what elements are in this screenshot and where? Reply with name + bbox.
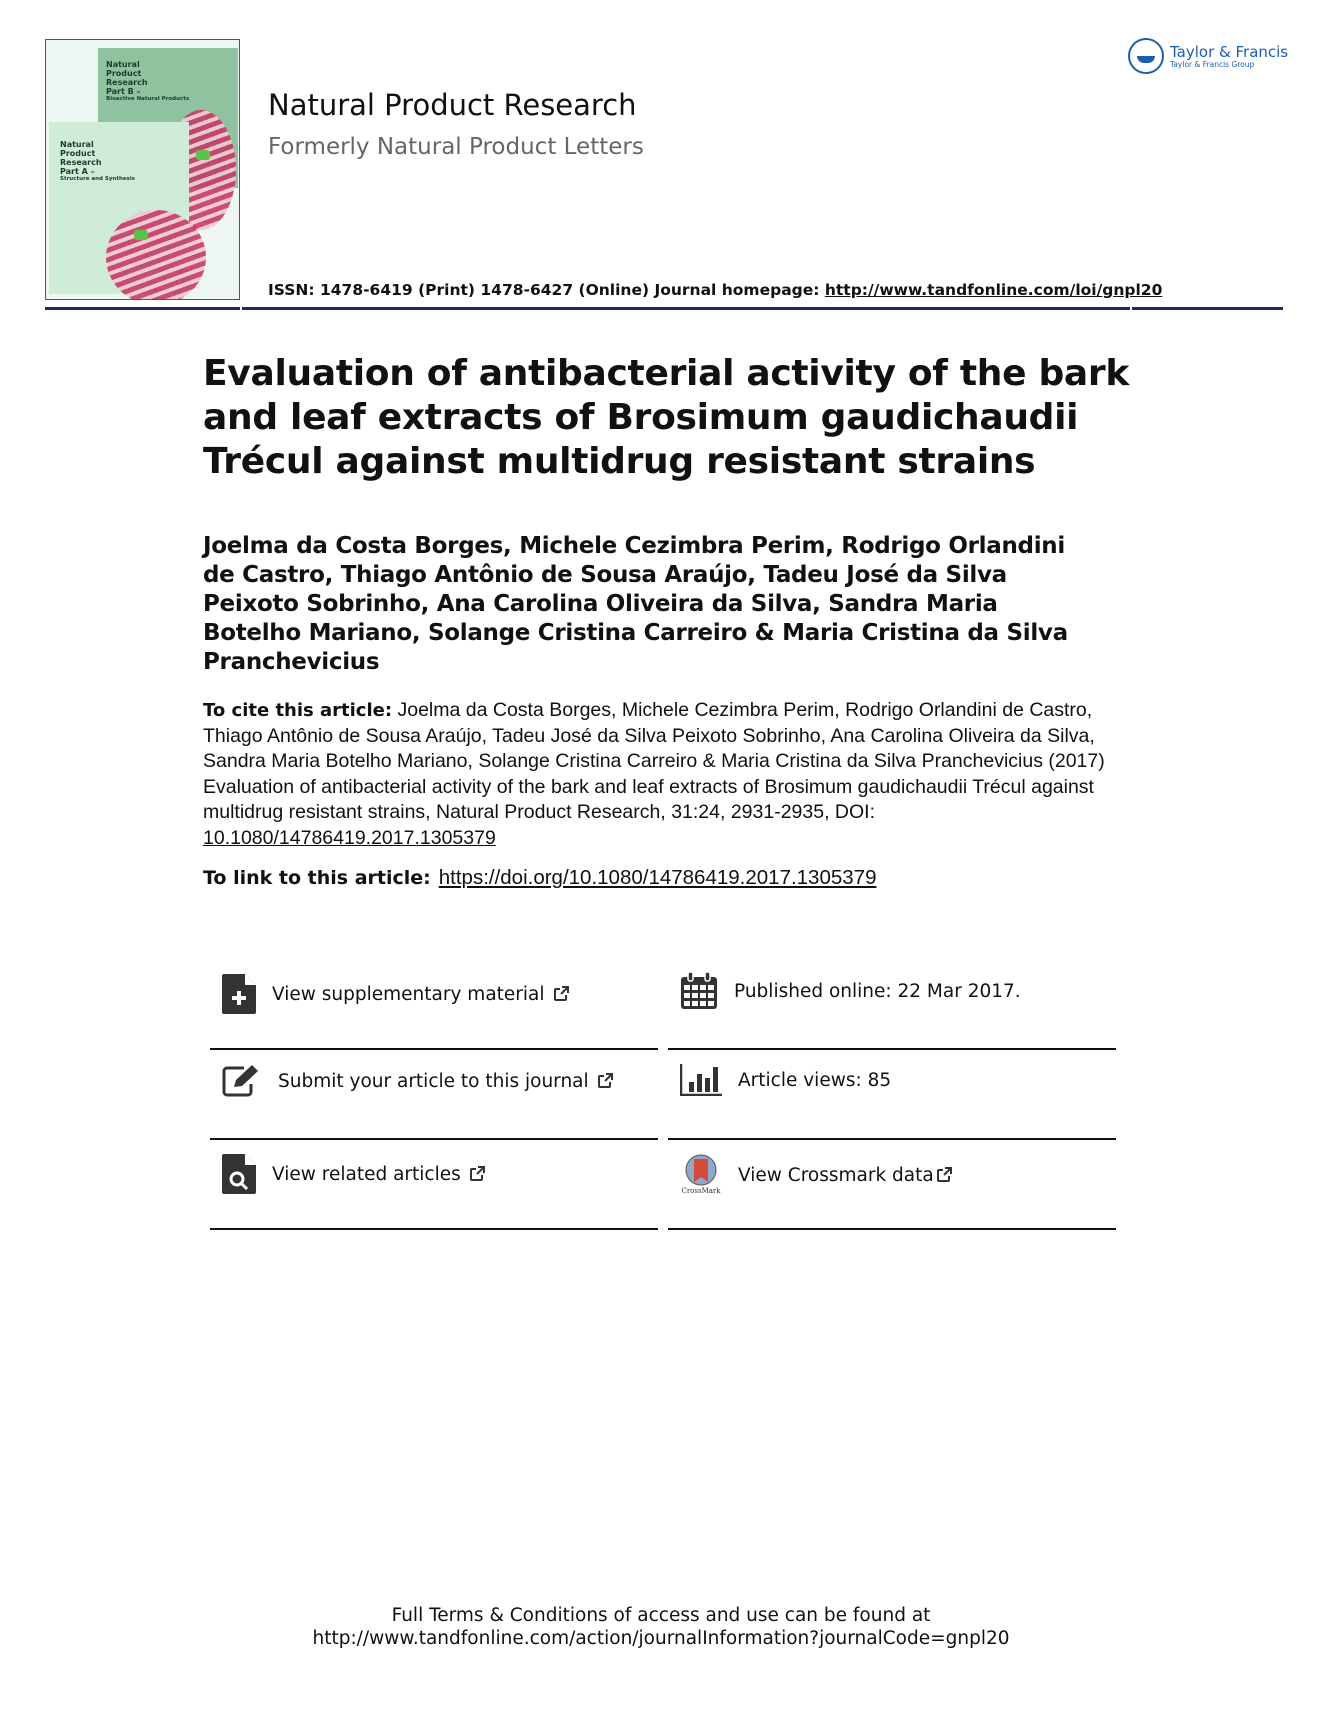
cover-back-title: Natural Product Research Part B – Bioactive Natural Products [106, 60, 190, 102]
terms-footer [0, 1604, 1322, 1650]
external-link-icon [469, 1166, 485, 1182]
header-rule [45, 307, 1283, 310]
external-link-icon [597, 1073, 613, 1089]
publisher-name: Taylor & Francis [1170, 42, 1289, 61]
external-link-icon [936, 1167, 952, 1183]
cover-front-title: Natural Product Research Part A – Structure and Synthesis [60, 140, 136, 182]
cover-protein-image-front [106, 210, 206, 300]
link-to-article [203, 866, 876, 890]
supplementary-material-cell[interactable] [210, 960, 658, 1050]
lamp-icon [1128, 38, 1164, 74]
doi-link[interactable]: 10.1080/14786419.2017.1305379 [203, 826, 496, 849]
cover-ligand-back [196, 150, 210, 160]
journal-cover-image [45, 39, 240, 300]
journal-subtitle: Formerly Natural Product Letters [268, 134, 644, 160]
crossmark-icon [680, 1154, 722, 1196]
crossmark-badge-text: CrossMark [681, 1187, 721, 1195]
issn-line [268, 281, 1162, 299]
journal-title: Natural Product Research [268, 88, 637, 122]
crossmark-cell[interactable] [668, 1140, 1116, 1230]
issn-text: ISSN: 1478-6419 (Print) 1478-6427 (Online) Journal homepage: [268, 281, 825, 299]
footer-line-1: Full Terms & Conditions of access and use can be found at [391, 1605, 931, 1626]
cite-label: To cite this article: [203, 700, 393, 721]
cite-text: Joelma da Costa Borges, Michele Cezimbra Perim, Rodrigo Orlandini de Castro, Thiago Antônio de Sousa Araújo, Tadeu José da Silva Peixoto Sobrinho, Ana Carolina Oliveira da Silva, Sandra Maria Botelho Mariano, Solange Cristina Carreiro & Maria Cristina da Silva Pranchevicius (2017) Evaluation of antibacterial activity of the bark and leaf extracts of Brosimum gaudichaudii Trécul against multidrug resistant strains, Natural Product Research, 31:24, 2931-2935, DOI: [203, 699, 1105, 823]
rule-gap [240, 307, 242, 310]
divider [210, 1228, 658, 1230]
article-doi-url[interactable]: https://doi.org/10.1080/14786419.2017.1305379 [438, 866, 877, 889]
calendar-icon [680, 972, 718, 1010]
publisher-group: Taylor & Francis Group [1170, 59, 1255, 69]
published-cell [668, 960, 1116, 1050]
cover-ligand-front [134, 230, 148, 240]
file-plus-icon [222, 974, 256, 1014]
article-views-cell [668, 1050, 1116, 1140]
submit-article-cell[interactable] [210, 1050, 658, 1140]
edit-pencil-icon [222, 1064, 262, 1098]
crossmark-label[interactable]: View Crossmark data [738, 1165, 952, 1186]
bar-chart-icon [680, 1064, 722, 1096]
citation-block [203, 698, 1143, 851]
supplementary-label[interactable]: View supplementary material [272, 984, 569, 1005]
related-articles-cell[interactable] [210, 1140, 658, 1230]
published-date: Published online: 22 Mar 2017. [734, 980, 1021, 1002]
footer-terms-link[interactable]: http://www.tandfonline.com/action/journalInformation?journalCode=gnpl20 [312, 1628, 1010, 1649]
submit-label[interactable]: Submit your article to this journal [278, 1071, 613, 1092]
article-views: Article views: 85 [738, 1069, 892, 1091]
link-label: To link to this article: [203, 867, 431, 889]
related-label[interactable]: View related articles [272, 1164, 485, 1185]
taylor-francis-logo[interactable] [1128, 38, 1288, 74]
article-authors: Joelma da Costa Borges, Michele Cezimbra Perim, Rodrigo Orlandini de Castro, Thiago Antônio de Sousa Araújo, Tadeu José da Silva Peixoto Sobrinho, Ana Carolina Oliveira da Silva, Sandra Maria Botelho Mariano, Solange Cristina Carreiro & Maria Cristina da Silva Pranchevicius [203, 533, 1068, 675]
file-search-icon [222, 1154, 256, 1194]
journal-homepage-link[interactable]: http://www.tandfonline.com/loi/gnpl20 [824, 281, 1163, 299]
rule-gap [1130, 307, 1132, 310]
divider [668, 1228, 1116, 1230]
external-link-icon [553, 986, 569, 1002]
article-title: Evaluation of antibacterial activity of the bark and leaf extracts of Brosimum gaudichaudii Trécul against multidrug resistant strains [203, 353, 1130, 482]
